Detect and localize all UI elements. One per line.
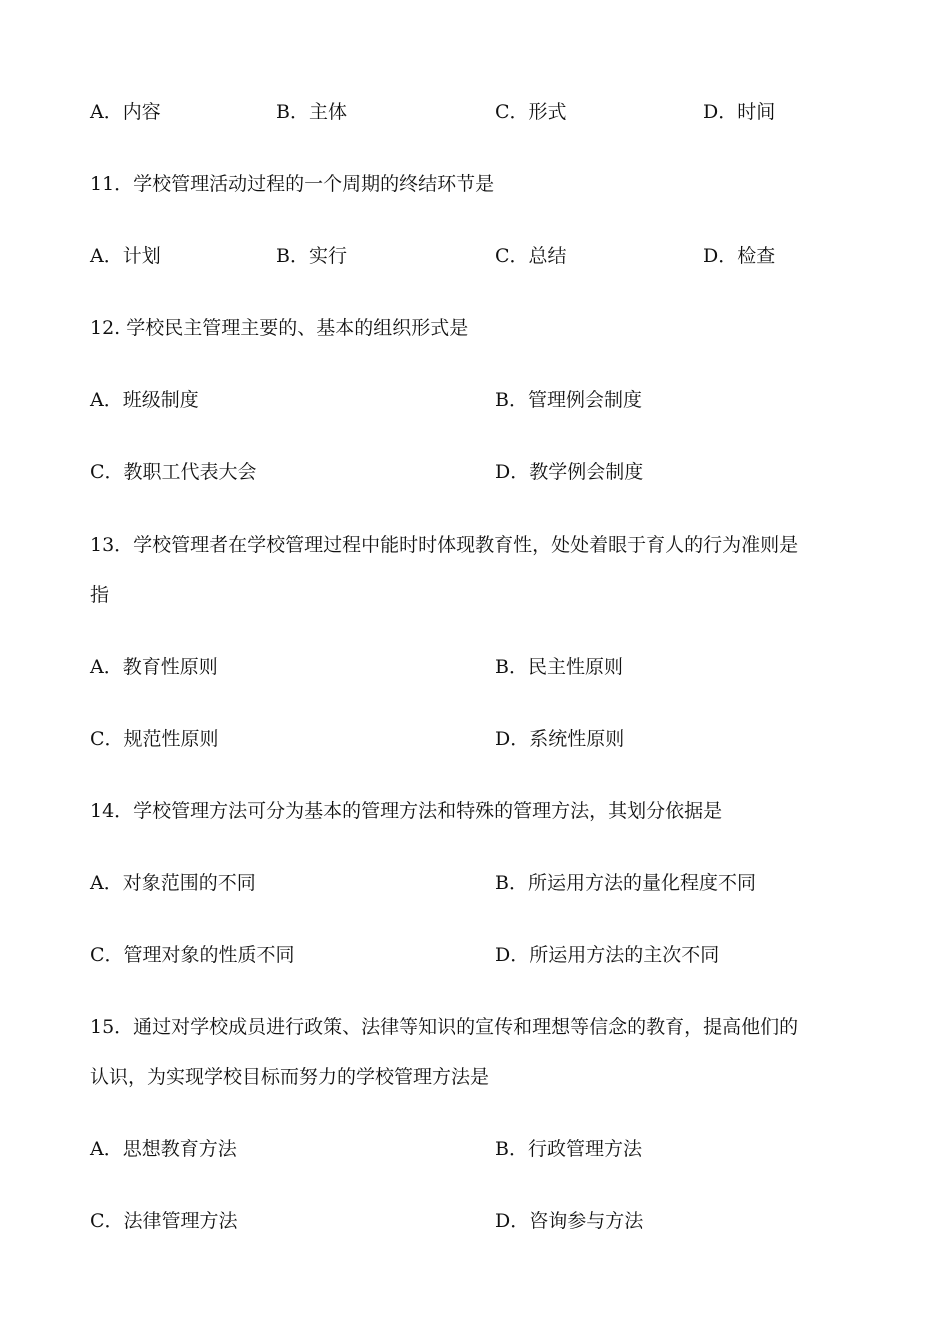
option-b: B．所运用方法的量化程度不同 [495, 872, 756, 894]
option-b: B．主体 [276, 101, 347, 123]
option-b: B．实行 [276, 245, 347, 267]
option-d: D．教学例会制度 [495, 461, 644, 483]
option-b: B．行政管理方法 [495, 1138, 642, 1160]
option-a: A．内容 [90, 101, 161, 123]
question-stem: 11．学校管理活动过程的一个周期的终结环节是 [90, 173, 495, 195]
option-c: C．法律管理方法 [90, 1210, 238, 1232]
option-d: D．时间 [703, 101, 776, 123]
option-d: D．所运用方法的主次不同 [495, 944, 720, 966]
option-c: C．规范性原则 [90, 728, 219, 750]
question-stem-line-1: 13．学校管理者在学校管理过程中能时时体现教育性，处处着眼于育人的行为准则是 [90, 534, 799, 556]
option-c: C．形式 [495, 101, 567, 123]
option-a: A．对象范围的不同 [90, 872, 256, 894]
question-stem-line-2: 指 [90, 584, 110, 606]
option-c: C．管理对象的性质不同 [90, 944, 295, 966]
option-c: C．教职工代表大会 [90, 461, 257, 483]
option-a: A．教育性原则 [90, 656, 218, 678]
question-stem-line-2: 认识，为实现学校目标而努力的学校管理方法是 [90, 1066, 490, 1088]
question-stem-line-1: 15．通过对学校成员进行政策、法律等知识的宣传和理想等信念的教育，提高他们的 [90, 1016, 799, 1038]
option-d: D．系统性原则 [495, 728, 625, 750]
question-stem: 14．学校管理方法可分为基本的管理方法和特殊的管理方法，其划分依据是 [90, 800, 723, 822]
question-stem: 12. 学校民主管理主要的、基本的组织形式是 [90, 317, 469, 339]
option-a: A．班级制度 [90, 389, 199, 411]
option-a: A．思想教育方法 [90, 1138, 237, 1160]
option-d: D．咨询参与方法 [495, 1210, 644, 1232]
option-c: C．总结 [495, 245, 567, 267]
option-d: D．检查 [703, 245, 776, 267]
option-a: A．计划 [90, 245, 161, 267]
option-b: B．管理例会制度 [495, 389, 642, 411]
option-b: B．民主性原则 [495, 656, 623, 678]
